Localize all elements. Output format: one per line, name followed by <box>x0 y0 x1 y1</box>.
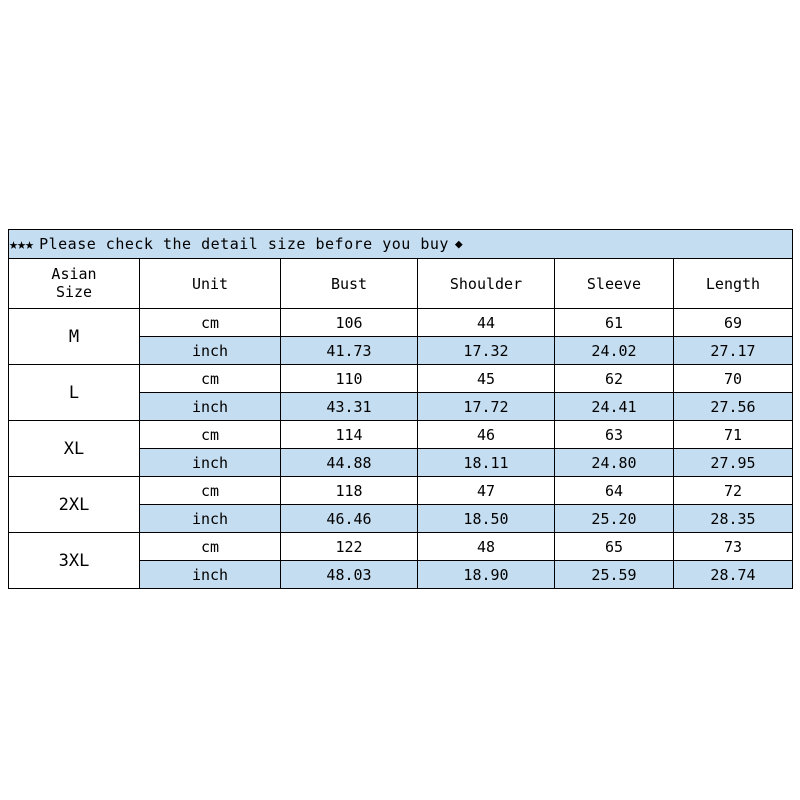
sleeve-inch: 24.41 <box>555 393 674 421</box>
sleeve-cm: 61 <box>555 309 674 337</box>
shoulder-inch: 17.72 <box>418 393 555 421</box>
sleeve-cm: 64 <box>555 477 674 505</box>
header-asian-size-line2: Size <box>55 282 93 301</box>
sleeve-inch: 24.80 <box>555 449 674 477</box>
unit-label-cm: cm <box>140 533 281 561</box>
bust-cm: 106 <box>281 309 418 337</box>
shoulder-cm: 45 <box>418 365 555 393</box>
shoulder-inch: 18.50 <box>418 505 555 533</box>
length-inch: 28.74 <box>674 561 793 589</box>
length-inch: 27.56 <box>674 393 793 421</box>
size-label: L <box>9 365 140 421</box>
length-cm: 71 <box>674 421 793 449</box>
header-shoulder: Shoulder <box>418 259 555 309</box>
length-cm: 69 <box>674 309 793 337</box>
table-row <box>9 477 793 505</box>
header-asian-size-line1: Asian <box>51 265 97 284</box>
length-inch: 28.35 <box>674 505 793 533</box>
size-label: 3XL <box>9 533 140 589</box>
header-bust: Bust <box>281 259 418 309</box>
table-row <box>9 421 793 449</box>
bust-inch: 43.31 <box>281 393 418 421</box>
shoulder-inch: 17.32 <box>418 337 555 365</box>
bust-cm: 114 <box>281 421 418 449</box>
size-chart-container <box>8 229 792 589</box>
length-inch: 27.95 <box>674 449 793 477</box>
notice-text: Please check the detail size before you buy <box>39 235 449 253</box>
unit-label-inch: inch <box>140 561 281 589</box>
bust-cm: 118 <box>281 477 418 505</box>
length-cm: 70 <box>674 365 793 393</box>
unit-label-inch: inch <box>140 393 281 421</box>
unit-label-cm: cm <box>140 309 281 337</box>
table-row <box>9 365 793 393</box>
unit-label-inch: inch <box>140 449 281 477</box>
sleeve-inch: 25.20 <box>555 505 674 533</box>
diamond-icon: ◆ <box>454 236 464 252</box>
unit-label-cm: cm <box>140 365 281 393</box>
sleeve-inch: 24.02 <box>555 337 674 365</box>
size-label: XL <box>9 421 140 477</box>
size-chart-table <box>8 229 793 589</box>
header-sleeve: Sleeve <box>555 259 674 309</box>
unit-label-inch: inch <box>140 337 281 365</box>
sleeve-inch: 25.59 <box>555 561 674 589</box>
sleeve-cm: 65 <box>555 533 674 561</box>
shoulder-cm: 44 <box>418 309 555 337</box>
stars-icon: ★★★ <box>9 235 34 253</box>
size-label: M <box>9 309 140 365</box>
table-row <box>9 309 793 337</box>
banner-row <box>9 230 793 259</box>
length-cm: 73 <box>674 533 793 561</box>
notice-banner <box>9 230 793 259</box>
size-label: 2XL <box>9 477 140 533</box>
shoulder-inch: 18.90 <box>418 561 555 589</box>
sleeve-cm: 62 <box>555 365 674 393</box>
length-cm: 72 <box>674 477 793 505</box>
header-unit: Unit <box>140 259 281 309</box>
table-row <box>9 533 793 561</box>
bust-inch: 41.73 <box>281 337 418 365</box>
bust-cm: 110 <box>281 365 418 393</box>
unit-label-cm: cm <box>140 421 281 449</box>
shoulder-cm: 47 <box>418 477 555 505</box>
header-length: Length <box>674 259 793 309</box>
bust-inch: 44.88 <box>281 449 418 477</box>
shoulder-inch: 18.11 <box>418 449 555 477</box>
length-inch: 27.17 <box>674 337 793 365</box>
header-asian-size <box>9 259 140 309</box>
shoulder-cm: 46 <box>418 421 555 449</box>
unit-label-cm: cm <box>140 477 281 505</box>
bust-cm: 122 <box>281 533 418 561</box>
table-header-row <box>9 259 793 309</box>
bust-inch: 46.46 <box>281 505 418 533</box>
sleeve-cm: 63 <box>555 421 674 449</box>
bust-inch: 48.03 <box>281 561 418 589</box>
shoulder-cm: 48 <box>418 533 555 561</box>
unit-label-inch: inch <box>140 505 281 533</box>
